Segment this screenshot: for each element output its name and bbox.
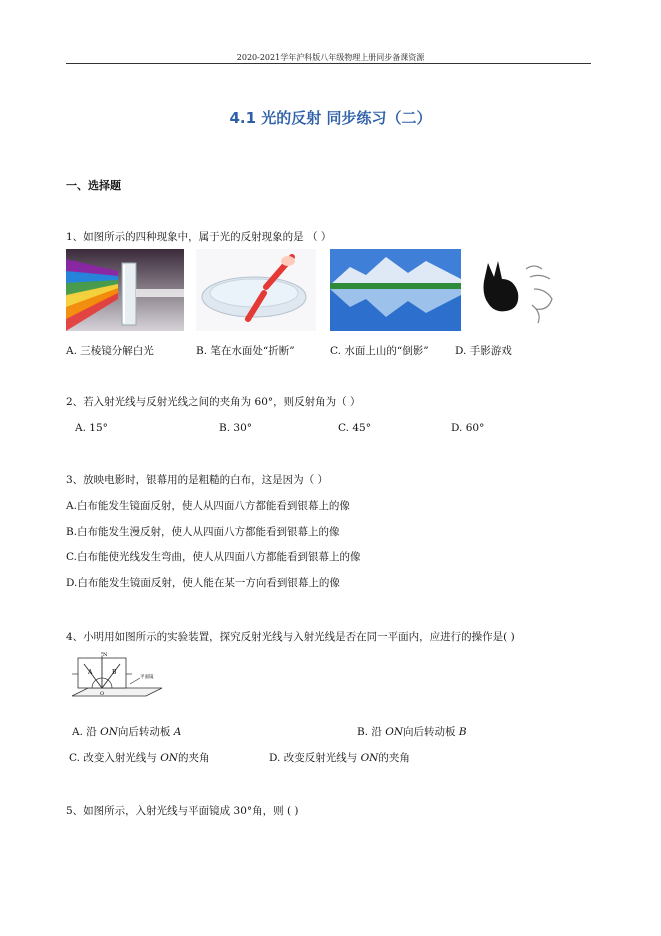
question-4-stem: 4、小明用如图所示的实验装置，探究反射光线与入射光线是否在同一平面内，应进行的操作是( ) — [66, 631, 515, 643]
label-a: A — [88, 669, 93, 676]
pen-in-water-image — [196, 249, 316, 331]
header-rule — [66, 63, 591, 64]
q4-option-b[interactable]: B. 沿 ON向后转动板 B — [357, 726, 467, 738]
page-header: 2020-2021学年沪科版八年级物理上册同步备课资源 — [236, 53, 425, 62]
question-3-stem: 3、放映电影时，银幕用的是粗糙的白布，这是因为（ ） — [66, 474, 329, 486]
q4-option-c[interactable]: C. 改变入射光线与 ON的夹角 — [69, 752, 210, 764]
q1-option-b[interactable]: B. 笔在水面处“折断” — [196, 345, 295, 357]
q2-option-b[interactable]: B. 30° — [219, 422, 253, 434]
q1-option-c[interactable]: C. 水面上山的“倒影” — [330, 345, 429, 357]
q3-option-b[interactable]: B.白布能发生漫反射，使人从四面八方都能看到银幕上的像 — [66, 526, 340, 538]
q4-option-d[interactable]: D. 改变反射光线与 ON的夹角 — [269, 752, 410, 764]
section-heading: 一、选择题 — [66, 179, 121, 192]
mountain-reflection-image — [330, 249, 461, 331]
label-mirror: 平面镜 — [140, 675, 154, 680]
prism-image — [66, 249, 184, 331]
q3-option-a[interactable]: A.白布能发生镜面反射，使人从四面八方都能看到银幕上的像 — [66, 500, 350, 512]
label-o: O — [100, 691, 105, 697]
q3-option-d[interactable]: D.白布能发生镜面反射，使人能在某一方向看到银幕上的像 — [66, 577, 340, 589]
q2-option-a[interactable]: A. 15° — [75, 422, 108, 434]
question-1-stem: 1、如图所示的四种现象中，属于光的反射现象的是 （ ） — [66, 231, 332, 243]
question-2-stem: 2、若入射光线与反射光线之间的夹角为 60°，则反射角为（ ） — [66, 396, 361, 408]
q2-option-d[interactable]: D. 60° — [451, 422, 485, 434]
page-title: 4.1 光的反射 同步练习（二） — [229, 109, 432, 127]
reflection-apparatus-figure — [68, 648, 164, 710]
shadow-puppet-image — [474, 249, 564, 331]
label-n: N — [103, 652, 108, 658]
label-b: B — [112, 669, 117, 676]
q1-option-a[interactable]: A. 三棱镜分解白光 — [66, 345, 154, 357]
q1-option-d[interactable]: D. 手影游戏 — [455, 345, 512, 357]
q2-option-c[interactable]: C. 45° — [338, 422, 371, 434]
question-5-stem: 5、如图所示，入射光线与平面镜成 30°角，则 ( ) — [66, 805, 299, 817]
q4-option-a[interactable]: A. 沿 ON向后转动板 A — [72, 726, 182, 738]
q3-option-c[interactable]: C.白布能使光线发生弯曲，使人从四面八方都能看到银幕上的像 — [66, 551, 361, 563]
